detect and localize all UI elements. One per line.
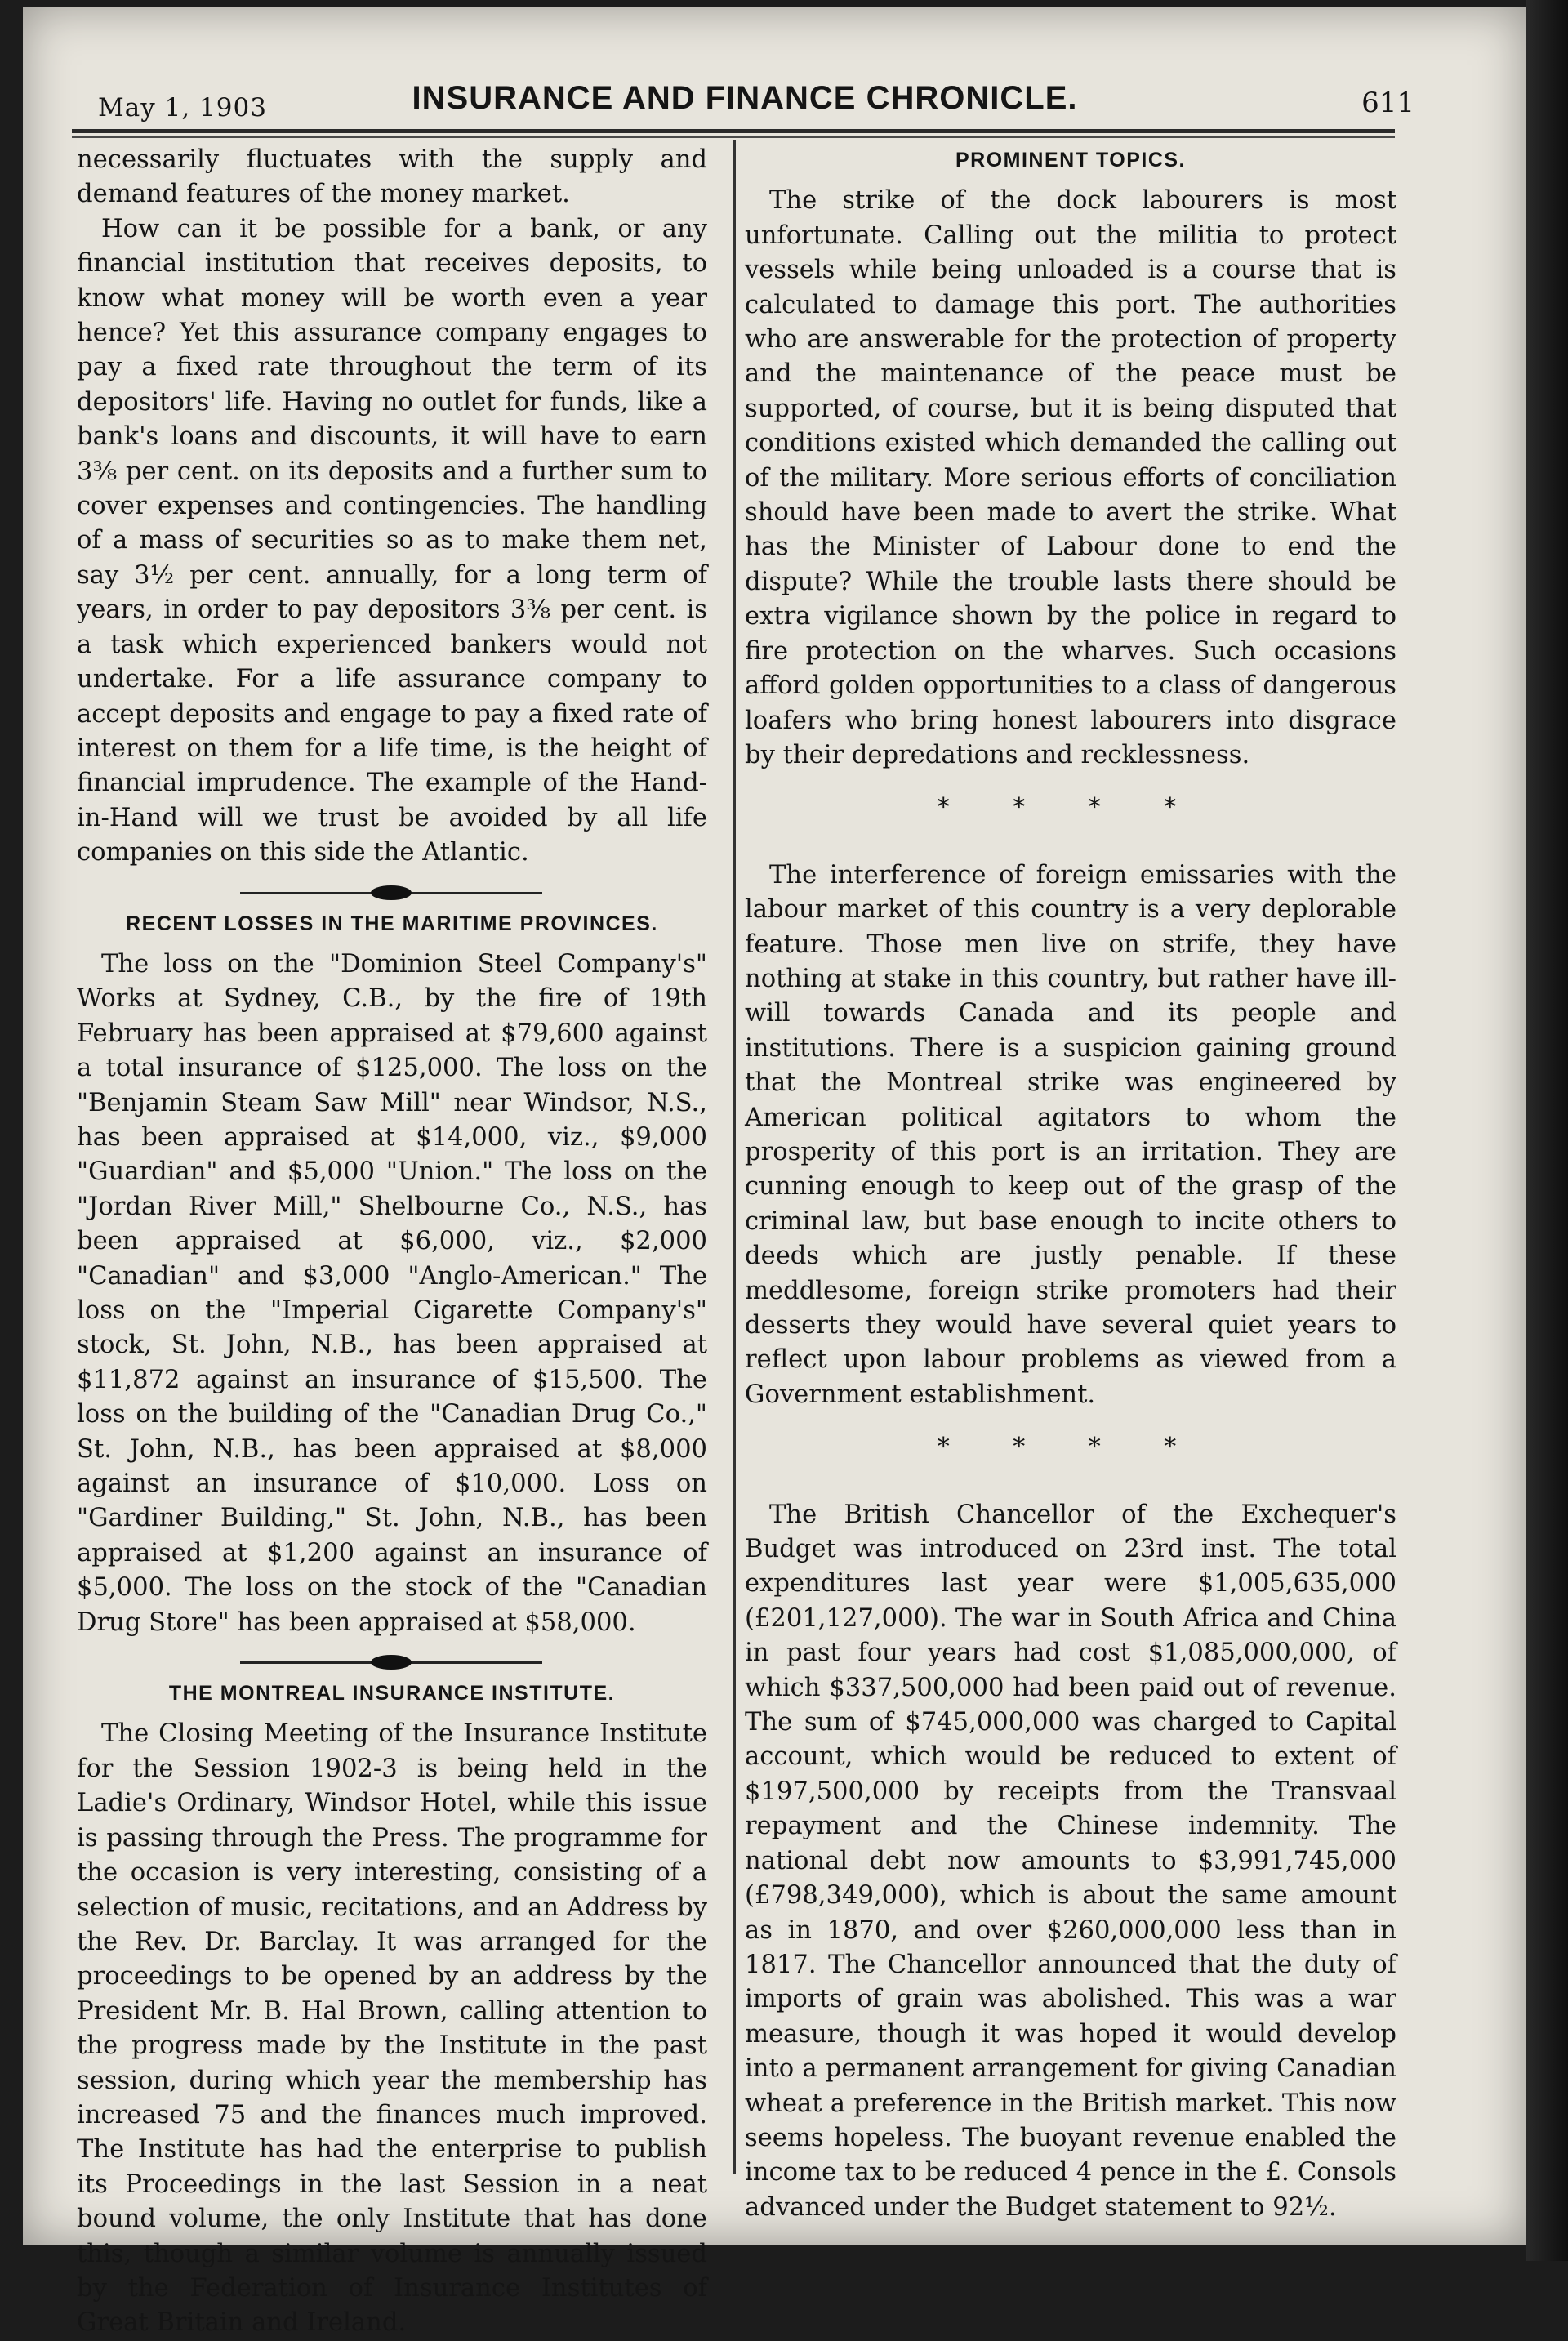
ornamental-separator	[77, 1652, 707, 1673]
right-column	[745, 143, 1396, 2225]
bank-deposits-paragraph: How can it be possible for a bank, or any financial institution that receives deposits, to know what money will be worth even a year hence? Yet this assurance company engages to pay a fixed rate throughout the term of its depositors' life. Having no outlet for funds, like a bank's loans and discounts, it will have to earn 3⅜ per cent. on its deposits and a further sum to cover expenses and contingencies. The handling of a mass of securities so as to make them net, say 3½ per cent. annually, for a long term of years, in order to pay depositors 3⅜ per cent. is a task which experienced bankers would not undertake. For a life assurance company to accept deposits and engage to pay a fixed rate of interest on them for a life time, is the height of financial imprudence. The example of the Hand-in-Hand will we trust be avoided by all life companies on this side the Atlantic.	[77, 214, 707, 867]
column-divider	[733, 140, 736, 2174]
page-header	[75, 64, 1414, 137]
star-separator: * * * *	[937, 1433, 1205, 1462]
issue-date: May 1, 1903	[98, 93, 267, 123]
losses-heading: RECENT LOSSES IN THE MARITIME PROVINCES.	[126, 912, 658, 935]
institute-article: The Closing Meeting of the Insurance Institute for the Session 1902-3 is being held in the Ladie's Ordinary, Windsor Hotel, while this issue is passing through the Press. The programme for the occasion is very interesting, consisting of a selection of music, recitations, and an Address by the Rev. Dr. Barclay. It was arranged for the proceedings to be opened by an address by the President Mr. B. Hal Brown, calling attention to the progress made by the Institute in the past session, during which year the membership has increased 75 and the finances much improved. The Institute has had the enterprise to publish its Proceedings in the last Session in a neat bound volume, the only Institute that has done this, though a similar volume is annually issued by the Federation of Insurance Institutes of Great Britain and Ireland.	[77, 1719, 707, 2338]
ornamental-separator	[77, 882, 707, 903]
left-column	[77, 143, 707, 2341]
separator-ornament-icon	[371, 885, 412, 900]
page-number: 611	[1361, 87, 1414, 119]
scan-border	[1526, 0, 1568, 2261]
continued-paragraph: necessarily fluctuates with the supply and demand features of the money market.	[77, 145, 707, 209]
institute-heading: THE MONTREAL INSURANCE INSTITUTE.	[168, 1682, 616, 1706]
publication-title: INSURANCE AND FINANCE CHRONICLE.	[412, 80, 1078, 116]
foreign-emissaries-article: The interference of foreign emissaries with the labour market of this country is a very deplorable feature. Those men live on strife, they have nothing at stake in this country, but rather have ill-will towards Canada and its people and institutions. There is a suspicion gaining ground that the Montreal strike was engineered by American political agitators to whom the prosperity of this port is an irritation. They are cunning enough to keep out of the grasp of the criminal law, but base enough to incite others to deeds which are justly penable. If these meddlesome, foreign strike promoters had their desserts they would have several quiet years to reflect upon labour problems as viewed from a Government establishment.	[745, 860, 1396, 1409]
dock-strike-article: The strike of the dock labourers is most unfortunate. Calling out the militia to protect vessels while being unloaded is a course that is calculated to damage this port. The authorities who are answerable for the protection of property and the maintenance of the peace must be supported, of course, but it is being disputed that conditions existed which demanded the calling out of the military. More serious efforts of conciliation should have been made to avert the strike. What has the Minister of Labour done to end the dispute? While the trouble lasts there should be extra vigilance shown by the police in regard to fire protection on the wharves. Such occasions afford golden opportunities to a class of dangerous loafers who bring honest labourers into disgrace by their depredations and recklessness.	[745, 186, 1396, 769]
losses-article: The loss on the "Dominion Steel Company's" Works at Sydney, C.B., by the fire of 19th February has been appraised at $79,600 against a total insurance of $125,000. The loss on the "Benjamin Steam Saw Mill" near Windsor, N.S., has been appraised at $14,000, viz., $9,000 "Guardian" and $5,000 "Union." The loss on the "Jordan River Mill," Shelbourne Co., N.S., has been appraised at $6,000, viz., $2,000 "Canadian" and $3,000 "Anglo-American." The loss on the "Imperial Cigarette Company's" stock, St. John, N.B., has been appraised at $11,872 against an insurance of $15,500. The loss on the building of the "Canadian Drug Co.," St. John, N.B., has been appraised at $8,000 against an insurance of $10,000. Loss on "Gardiner Building," St. John, N.B., has been appraised at $1,200 against an insurance of $5,000. The loss on the stock of the "Canadian Drug Store" has been appraised at $58,000.	[77, 949, 707, 1637]
header-rule	[72, 129, 1395, 133]
star-separator: * * * *	[937, 793, 1205, 823]
topics-heading: PROMINENT TOPICS.	[955, 149, 1186, 172]
separator-ornament-icon	[371, 1655, 412, 1670]
budget-article: The British Chancellor of the Exchequer's Budget was introduced on 23rd inst. The total expenditures last year were $1,005,635,000 (£201,127,000). The war in South Africa and China in past four years had cost $1,085,000,000, of which $337,500,000 had been paid out of revenue. The sum of $745,000,000 was charged to Capital account, which would be reduced to extent of $197,500,000 by receipts from the Transvaal repayment and the Chinese indemnity. The national debt now amounts to $3,991,745,000 (£798,349,000), which is about the same amount as in 1870, and over $260,000,000 less than in 1817. The Chancellor announced that the duty of imports of grain was abolished. This was a war measure, though it was hoped it would develop into a permanent arrangement for giving Canadian wheat a preference in the British market. This now seems hopeless. The buoyant revenue enabled the income tax to be reduced 4 pence in the £. Consols advanced under the Budget statement to 92½.	[745, 1500, 1396, 2222]
header-rule-thin	[72, 136, 1395, 138]
